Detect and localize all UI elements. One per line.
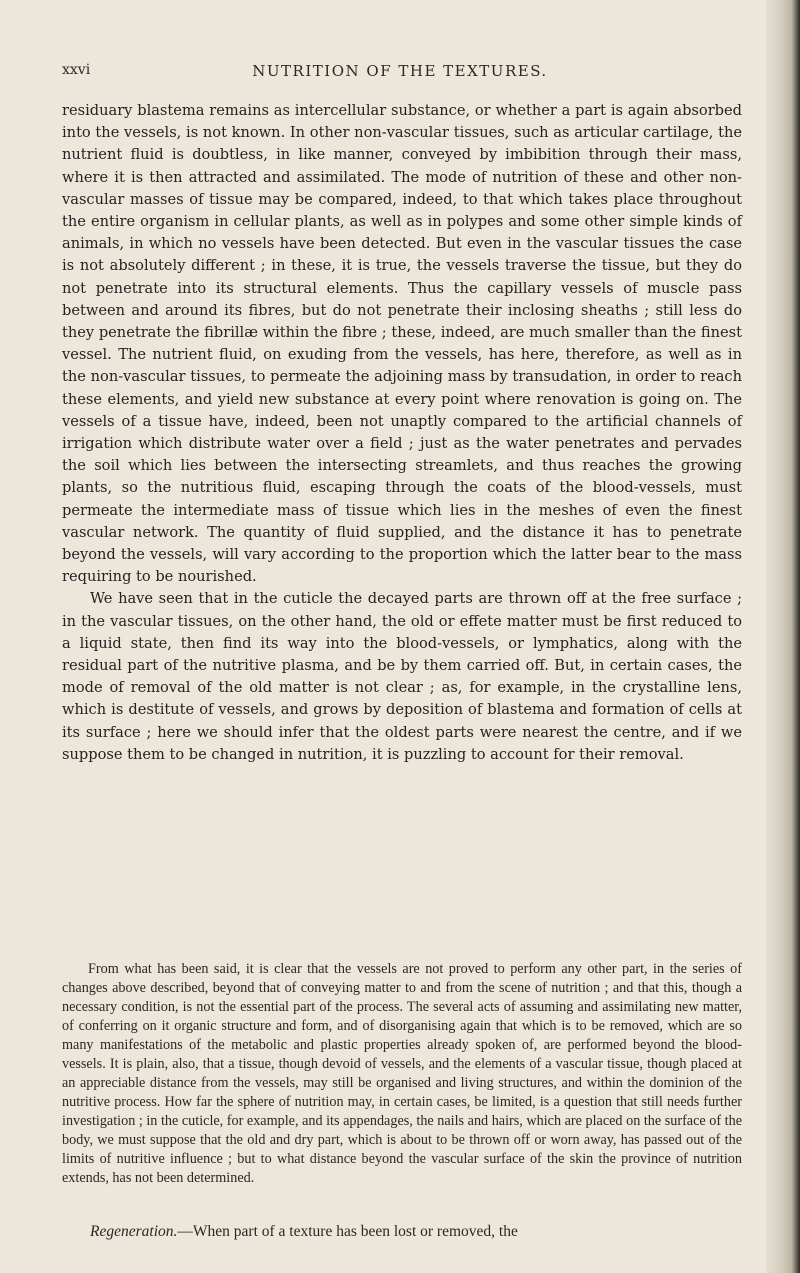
section-heading: Regeneration.: [90, 1223, 178, 1240]
note-paragraph: From what has been said, it is clear that the vessels are not proved to perform any other part, in the series of changes above described, beyond that of conveying matter to and from the scene of nutrition ; and that this, though a necessary condition, is not the essential part of the process. The several acts of assuming and assimilating new matter, of conferring on it organic structure and form, and of disorganising again that which is to be removed, which are so many manifestations of the metabolic and plastic properties already spoken of, are performed beyond the blood-vessels. It is plain, also, that a tissue, though devoid of vessels, and the elements of a vascular tissue, though placed at an appreciable distance from the vessels, may still be organised and living structures, and within the dominion of the nutritive process. How far the sphere of nutrition may, in certain cases, be limited, is a question that still needs further investigation ; in the cuticle, for example, and its appendages, the nails and hairs, which are placed on the surface of the body, we must suppose that the old and dry part, which is about to be thrown off or worn away, has passed out of the limits of nutritive influence ; but to what distance beyond the vascular surface of the skin the province of nutrition extends, has not been determined.: [62, 961, 742, 1186]
paragraph-continuation: residuary blastema remains as intercellular substance, or whether a part is again absorbed into the vessels, is not known. In other non-vascular tissues, such as articular cartilage, the nutrient fluid is doubtless, in like manner, conveyed by imbibition through their mass, where it is then attracted and assimilated. The mode of nutrition of these and other non-vascular masses of tissue may be compared, indeed, to that which takes place throughout the entire organism in cellular plants, as well as in polypes and some other simple kinds of animals, in which no vessels have been detected. But even in the vascular tissues the case is not absolutely different ; in these, it is true, the vessels traverse the tissue, but they do not penetrate into its structural elements. Thus the capillary vessels of muscle pass between and around its fibres, but do not penetrate their inclosing sheaths ; still less do they penetrate the fibrillæ within the fibre ; these, indeed, are much smaller than the finest vessel. The nutrient fluid, on exuding from the vessels, has here, therefore, as well as in the non-vascular tissues, to permeate the adjoining mass by transudation, in order to reach these elements, and yield new substance at every point where renovation is going on. The vessels of a tissue have, indeed, been not unaptly compared to the artificial channels of irrigation which distribute water over a field ; just as the water penetrates and pervades the soil which lies between the intersecting streamlets, and thus reaches the growing plants, so the nutritious fluid, escaping through the coats of the blood-vessels, must permeate the intermediate mass of tissue which lies in the meshes of even the finest vascular network. The quantity of fluid supplied, and the distance it has to penetrate beyond the vessels, will vary according to the proportion which the latter bear to the mass requiring to be nourished.: [62, 102, 742, 586]
running-title: NUTRITION OF THE TEXTURES.: [252, 62, 548, 80]
footnote-block: [62, 960, 742, 1188]
page-header: [62, 62, 738, 84]
regeneration-section: [62, 1222, 742, 1242]
section-text: —When part of a texture has been lost or removed, the: [177, 1223, 518, 1240]
paragraph-cuticle-removal: We have seen that in the cuticle the decayed parts are thrown off at the free surface ; in the vascular tissues, on the other hand, the old or effete matter must be first reduced to a liquid state, then find its way into the blood-vessels, or lymphatics, along with the residual part of the nutritive plasma, and be by them carried off. But, in certain cases, the mode of removal of the old matter is not clear ; as, for example, in the crystalline lens, which is destitute of vessels, and grows by deposition of blastema and formation of cells at its surface ; here we should infer that the oldest parts were nearest the centre, and if we suppose them to be changed in nutrition, it is puzzling to account for their removal.: [62, 590, 742, 763]
page-number: xxvi: [62, 62, 91, 78]
main-text: [62, 100, 742, 766]
book-spine-shadow: [766, 0, 800, 1273]
